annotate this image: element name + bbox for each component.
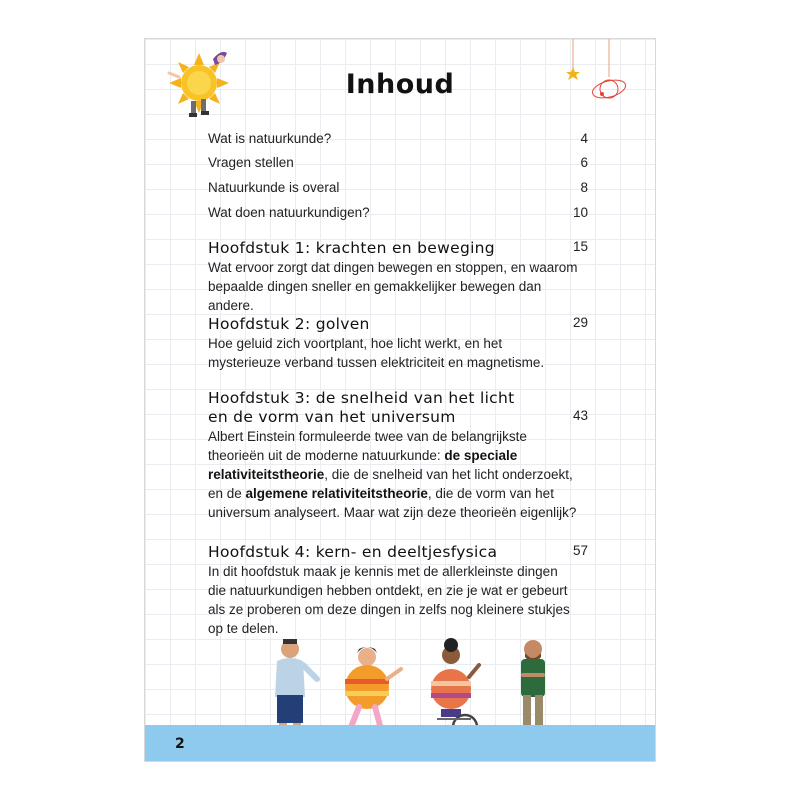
- toc-item-page: 8: [580, 180, 588, 195]
- toc-item[interactable]: [208, 131, 588, 155]
- toc-item-page: 4: [580, 131, 588, 146]
- chapter-title-line-1: Hoofdstuk 3: de snelheid van het licht: [208, 389, 515, 407]
- scientist-figure-1: [275, 639, 317, 739]
- scientist-figure-4: [521, 640, 545, 737]
- chapter-entry-4[interactable]: [208, 543, 588, 638]
- chapter-entry-2[interactable]: [208, 315, 588, 372]
- toc-item-label: Wat doen natuurkundigen?: [208, 205, 370, 220]
- desc-term-special-relativity: de speciale relativiteitstheorie: [208, 448, 518, 482]
- chapter-title: Hoofdstuk 1: krachten en beweging: [208, 239, 495, 257]
- desc-part: Albert Einstein formuleerde twee van de belangrijkste theorieën uit de moderne natuurkunde:: [208, 429, 527, 463]
- desc-part: , die de snelheid van het licht onderzoekt, en de: [208, 467, 573, 501]
- chapter-title-line-2: en de vorm van het universum: [208, 408, 456, 426]
- chapter-description: Wat ervoor zorgt dat dingen bewegen en stoppen, en waarom bepaalde dingen sneller en gemakkelijker bewegen dan andere.: [208, 260, 578, 313]
- chapter-page: 57: [572, 543, 588, 558]
- chapter-page: 43: [572, 408, 588, 423]
- toc-item-label: Natuurkunde is overal: [208, 180, 340, 195]
- chapter-page: 15: [572, 239, 588, 254]
- toc-item[interactable]: [208, 155, 588, 179]
- chapter-entry-1[interactable]: [208, 239, 588, 315]
- chapter-entry-3[interactable]: [208, 389, 588, 522]
- hanging-star-icon: [563, 39, 583, 83]
- toc-item-page: 10: [572, 205, 588, 220]
- toc-item-label: Wat is natuurkunde?: [208, 131, 332, 146]
- toc-item[interactable]: [208, 205, 588, 229]
- scientist-figure-2: [345, 647, 401, 732]
- planet-orbit-icon: [589, 39, 633, 105]
- chapter-description: [208, 427, 588, 522]
- floor-band: [145, 725, 655, 761]
- page-title: Inhoud: [345, 69, 455, 100]
- chapter-description: In dit hoofdstuk maak je kennis met de allerkleinste dingen die natuurkundigen hebben ontdekt, en zie je wat er gebeurt als ze proberen om deze dingen in zelfs nog kleinere stukjes op te delen.: [208, 564, 570, 636]
- toc-item-page: 6: [580, 155, 588, 170]
- scientist-figure-3: [431, 638, 479, 739]
- chapter-page: 29: [572, 315, 588, 330]
- desc-part: , die de vorm van het universum analyseert. Maar wat zijn deze theorieën eigenlijk?: [208, 486, 577, 520]
- chapter-description: Hoe geluid zich voortplant, hoe licht werkt, en het mysterieuze verband tussen elektriciteit en magnetisme.: [208, 336, 545, 370]
- chapter-title: Hoofdstuk 2: golven: [208, 315, 370, 333]
- page-number: 2: [175, 736, 185, 752]
- toc-item-label: Vragen stellen: [208, 155, 294, 170]
- chapter-title: Hoofdstuk 4: kern- en deeltjesfysica: [208, 543, 498, 561]
- desc-term-general-relativity: algemene relativiteitstheorie: [245, 486, 428, 501]
- book-page: [144, 38, 656, 762]
- toc-item[interactable]: [208, 180, 588, 204]
